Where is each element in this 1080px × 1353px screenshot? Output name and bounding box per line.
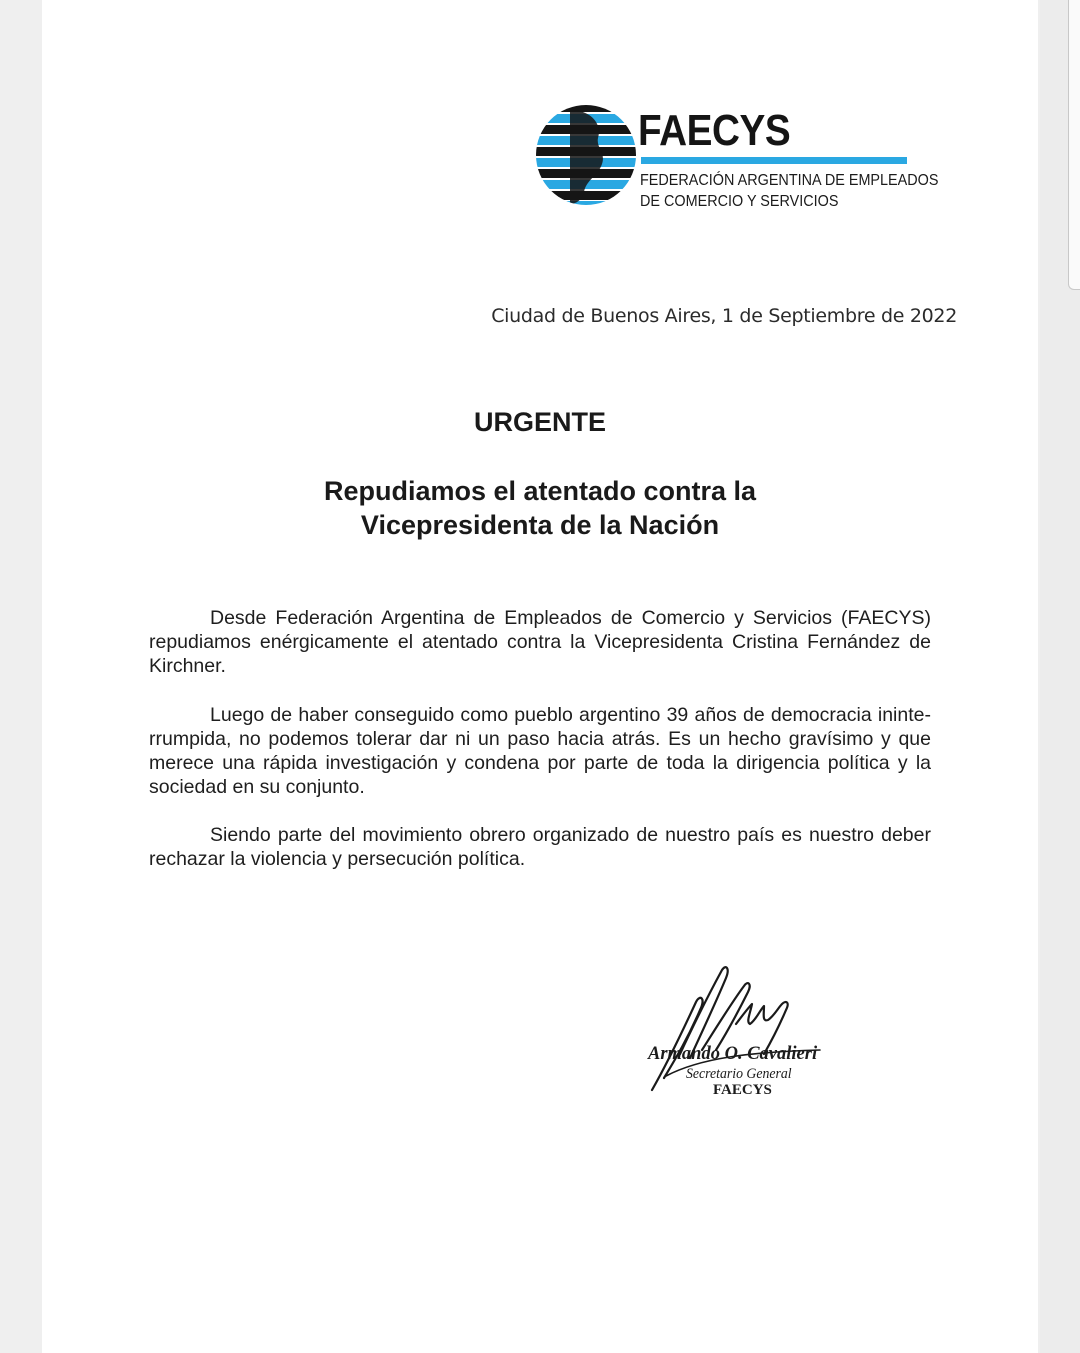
- scrollbar-thumb[interactable]: [1068, 0, 1080, 290]
- brand-subtitle-line-2: DE COMERCIO Y SERVICIOS: [640, 193, 839, 210]
- headline-line-2: Vicepresidenta de la Nación: [360, 510, 720, 540]
- signatory-role: Secretario General: [686, 1066, 792, 1082]
- headline-line-1: Repudiamos el atentado contra la: [323, 476, 757, 506]
- brand-rule: [641, 157, 907, 164]
- brand-subtitle-line-1: FEDERACIÓN ARGENTINA DE EMPLEADOS: [640, 172, 939, 189]
- signatory-organization: FAECYS: [713, 1082, 772, 1098]
- date-line: Ciudad de Buenos Aires, 1 de Septiembre de 2022: [491, 305, 957, 327]
- signatory-name: Armando O. Cavalieri: [648, 1044, 818, 1064]
- body-paragraph: Siendo parte del movimiento obrero organizado de nuestro país es nuestro deber rechazar la violencia y persecución política.: [149, 824, 931, 870]
- body-paragraph: Desde Federación Argentina de Empleados de Comercio y Servicios (FAECYS) repudiamos enérgicamente el atentado contra la Vicepresidenta Cristina Fernández de Kirchner.: [149, 607, 931, 677]
- brand-wordmark: FAECYS: [638, 106, 791, 155]
- body-paragraph: Luego de haber conseguido como pueblo argentino 39 años de democracia ininte-rrumpida, no podemos tolerar dar ni un paso hacia atrás. Es un hecho gravísimo y que merece una rápida investigación y condena por parte de toda la dirigencia política y la sociedad en su conjunto.: [149, 704, 931, 798]
- urgent-label: URGENTE: [473, 407, 606, 437]
- striped-globe-icon: [536, 100, 636, 210]
